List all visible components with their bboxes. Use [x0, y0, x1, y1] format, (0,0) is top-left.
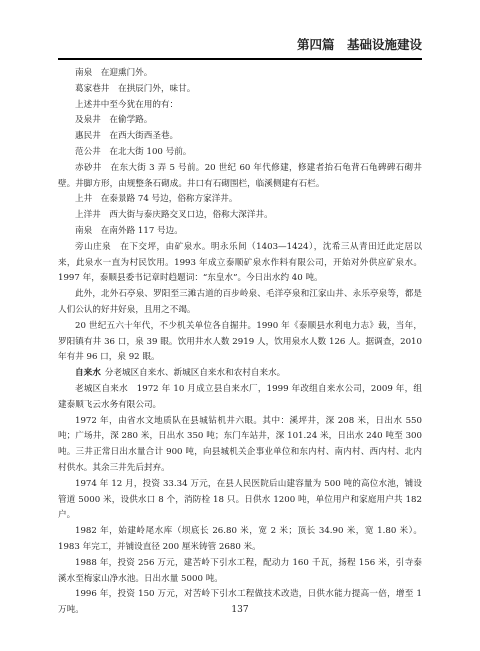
paragraph: 范公井 在北大街 100 号前。 — [75, 146, 192, 157]
paragraph: 此外，北外石亭泉、罗阳至三滩古道的百步岭泉、毛洋亭泉和江家山井、永乐亭泉等，都是人们公认的好井好泉，且用之不竭。 — [58, 289, 422, 315]
paragraph: 1996 年，投资 150 万元，对苦岭下引水工程做技术改造，日供水能力提高一倍，增至 1 万吨。 — [58, 589, 422, 616]
section-paragraph — [58, 366, 422, 382]
paragraph: 上述井中至今犹在用的有： — [75, 99, 179, 110]
paragraph: 20 世纪五六十年代，不少机关单位各自掘井。1990 年《泰顺县水利电力志》载，当年，罗阳镇有井 36 口，泉 39 眼。饮用井水人数 2919 人，饮用泉水人数 126 人。据调查，2010 年有井 96 口，泉 92 眼。 — [58, 320, 422, 363]
paragraph: 旁山庄泉 在下交坪，由矿泉水。明永乐间（1403—1424），沈希三从青田迁此定居以来，此泉水一直为村民饮用。1993 年成立泰顺矿泉水作料有限公司，开始对外供应矿泉水。1997 年，泰顺县委书记章时趋题词：“东皇水”。今日出水约 40 吨。 — [58, 241, 422, 284]
paragraph: 南泉 在南外路 117 号边。 — [75, 225, 183, 236]
paragraph: 惠民井 在西大街西圣巷。 — [75, 131, 179, 142]
paragraph: 1972 年，由省水文地质队在县城钻机井六眼。其中：溪坪井，深 208 米，日出水 550 吨；广场井，深 280 米，日出水 350 吨；东门车站井，深 101.24 米，日出水 240 吨至 300 吨。三井正常日出水量合计 900 吨，向县城机关企事业单位和东内村、南内村、西内村、北内村供水。其余三井先后封弃。 — [58, 415, 422, 473]
paragraph: 1988 年，投资 256 万元，建苦岭下引水工程，配动力 160 千瓦，扬程 156 米，引寺泰溪水至梅家山净水池。日出水量 5000 吨。 — [58, 557, 422, 584]
section-title: 自来水 — [75, 368, 101, 379]
paragraph: 上洋井 西大街与泰庆路交叉口边，俗称大深洋井。 — [75, 210, 273, 221]
paragraph: 1974 年 12 月，投资 33.34 万元，在县人民医院后山建容量为 500 吨的高位水池，铺设管道 5000 米，设供水口 8 个，消防栓 18 只。日供水 1200 吨，单位用户和家庭用户共 182 户。 — [58, 478, 422, 521]
paragraph: 南泉 在迎熏门外。 — [75, 68, 153, 78]
page-body — [58, 66, 422, 619]
paragraph: 上井 在泰景路 74 号边，俗称方家洋井。 — [75, 194, 238, 205]
chapter-header — [58, 36, 422, 60]
section-intro: 分老城区自来水、新城区自来水和农村自来水。 — [104, 368, 286, 379]
chapter-title: 第四篇 基础设施建设 — [296, 37, 422, 52]
paragraph: 1982 年，始建岭尾水库（坝底长 26.80 米，宽 2 米；顶长 34.90 米，宽 1.80 米）。1983 年完工，并铺设直径 200 厘米铸管 2680 米。 — [58, 526, 422, 552]
paragraph: 赤砂井 在东大街 3 弄 5 号前。20 世纪 60 年代修建，修建者抬石龟背石龟碑碑石砌井壁。井脚方形，由规整条石砌成。井口有石砌围栏，临溪侧建有石栏。 — [58, 162, 422, 189]
paragraph: 及泉井 在偷学路。 — [75, 115, 153, 126]
paragraph: 老城区自来水 1972 年 10 月成立县自来水厂，1999 年改组自来水公司，2009 年，组建泰顺飞云水务有限公司。 — [58, 383, 422, 410]
paragraph: 葛家巷井 在拱辰门外，味甘。 — [75, 83, 196, 94]
page-number: 137 — [231, 605, 249, 615]
